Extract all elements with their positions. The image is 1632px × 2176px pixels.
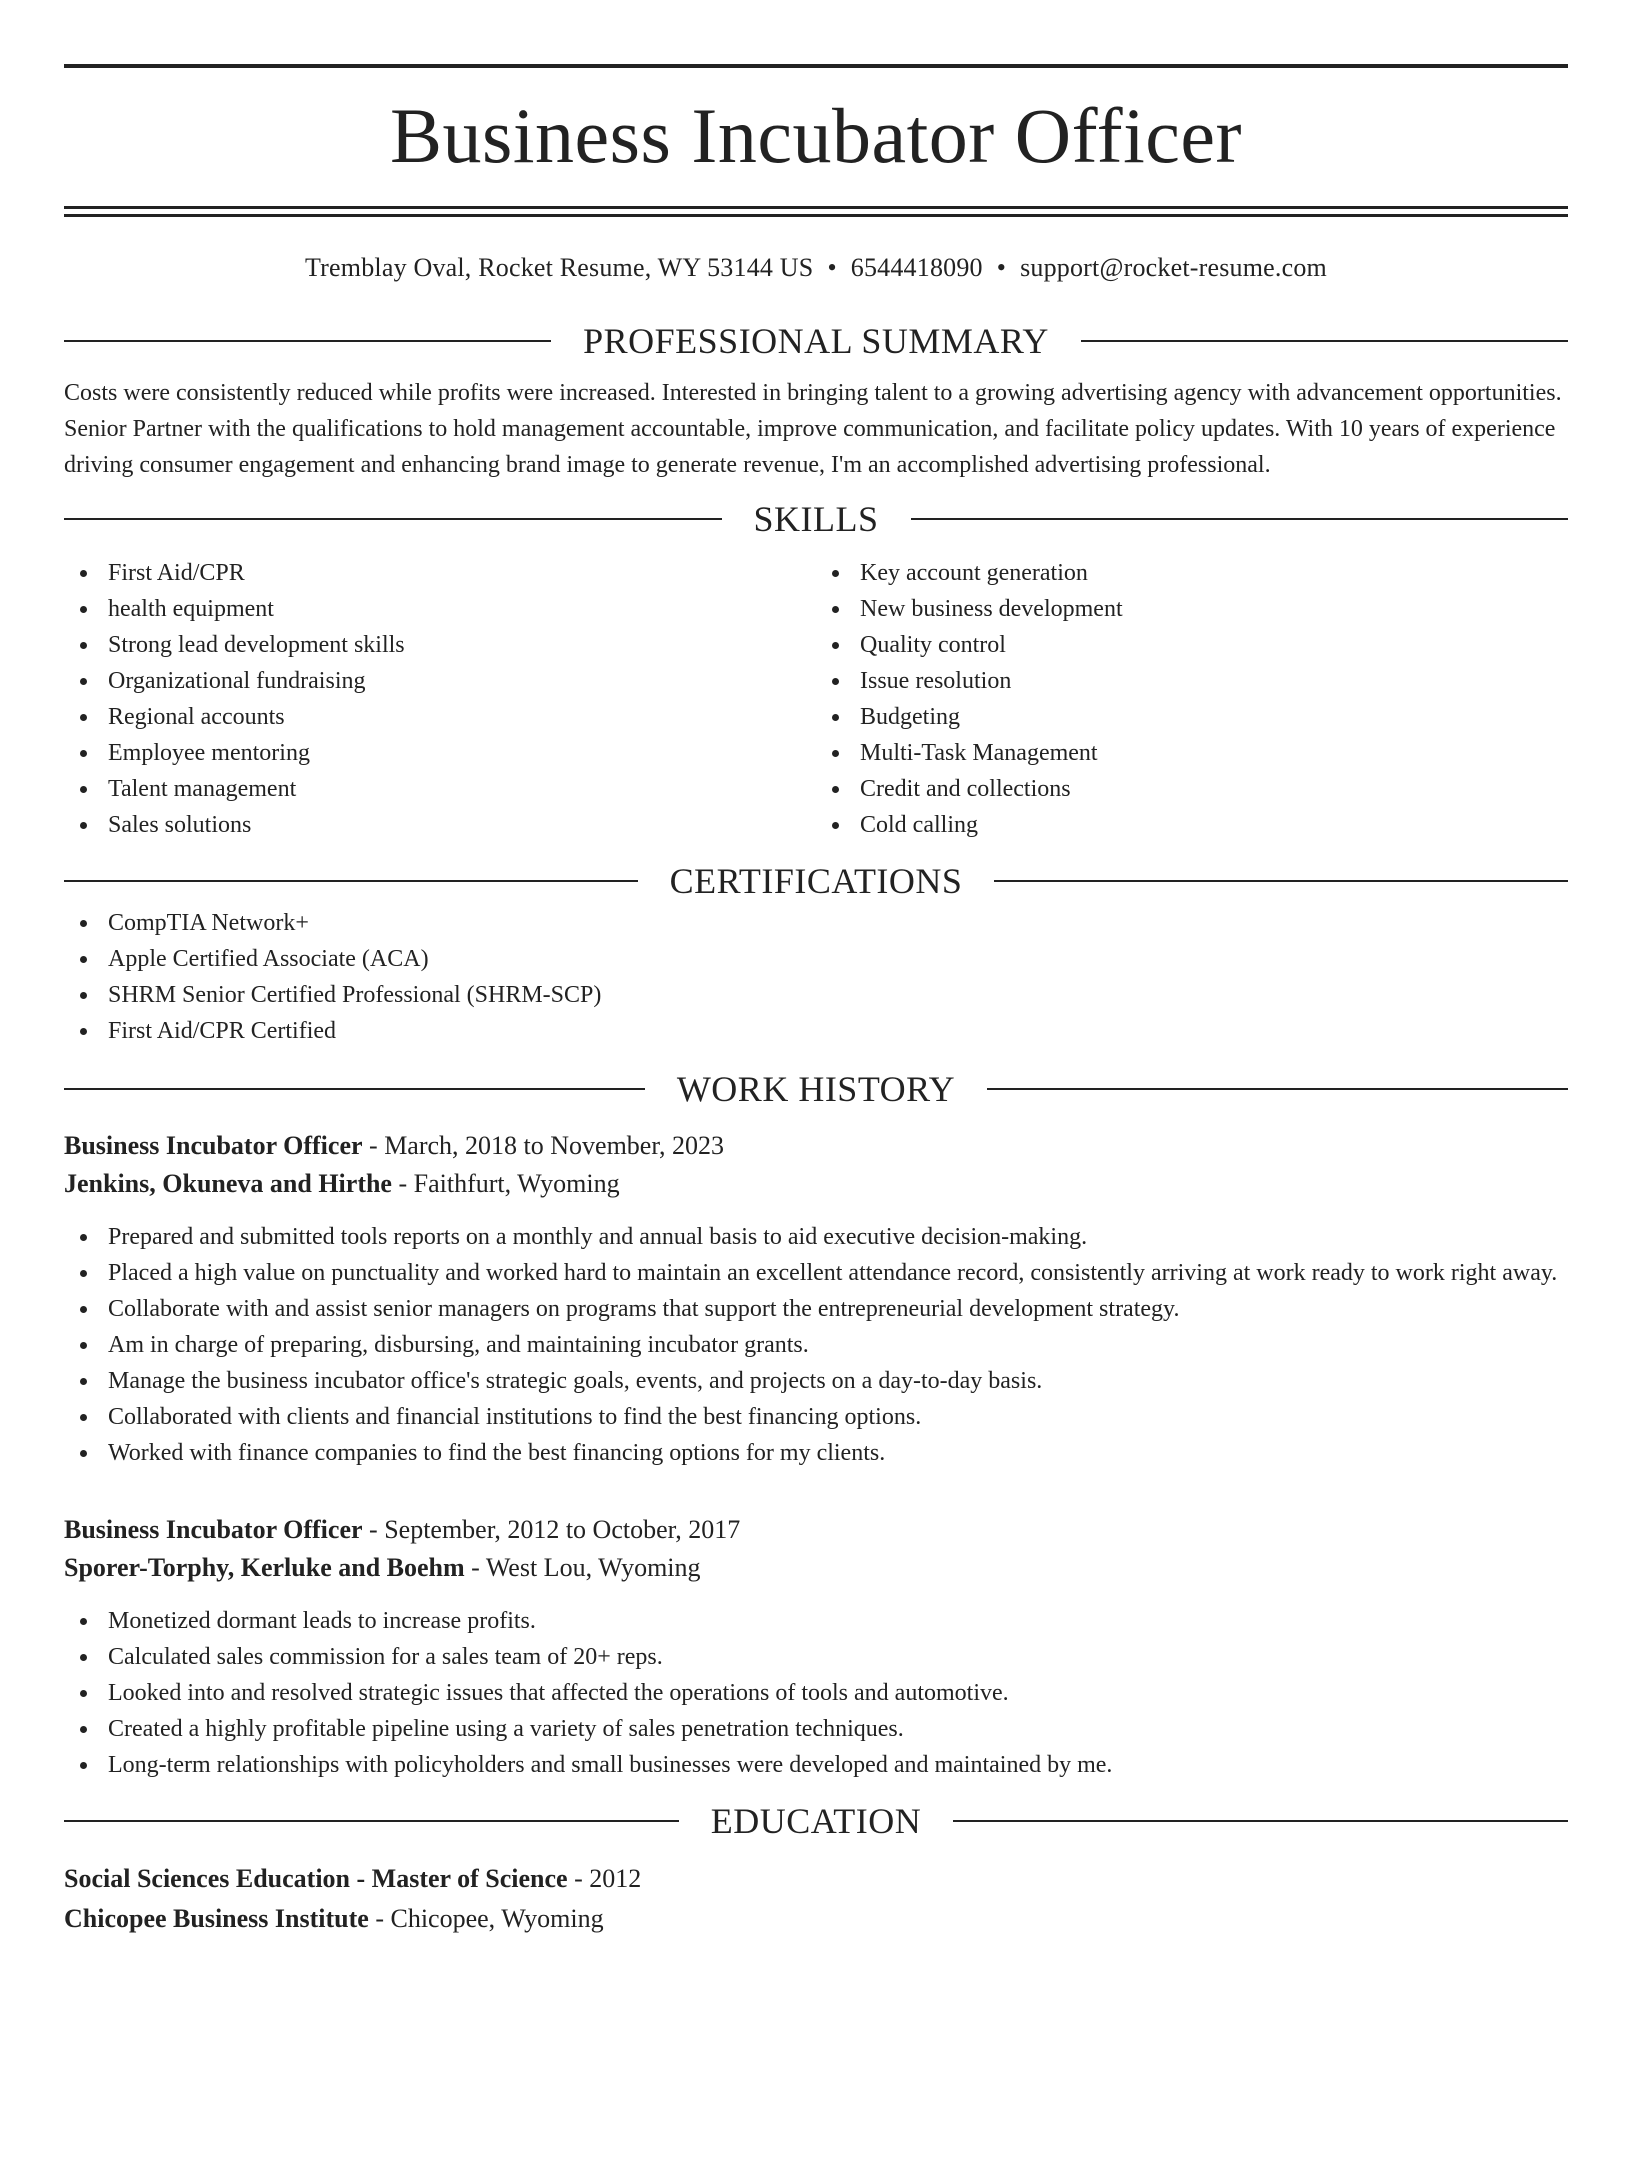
- work-history-title: WORK HISTORY: [676, 1069, 956, 1109]
- heading-rule: [64, 1088, 645, 1090]
- resume-page: [0, 64, 1632, 2176]
- duty-item: Am in charge of preparing, disbursing, and maintaining incubator grants.: [64, 1327, 1568, 1363]
- skills-list: [64, 555, 1568, 843]
- skill-item: Issue resolution: [816, 663, 1568, 699]
- certification-item: Apple Certified Associate (ACA): [64, 941, 1568, 977]
- skill-item: Regional accounts: [64, 699, 816, 735]
- job-title-line: [64, 1127, 1568, 1165]
- contact-separator: •: [827, 253, 837, 282]
- skills-column-left: [64, 555, 816, 843]
- job-duties: [64, 1603, 1568, 1783]
- job-company-line: [64, 1549, 1568, 1587]
- heading-rule: [1081, 340, 1568, 342]
- heading-rule: [911, 518, 1569, 520]
- education-heading: [64, 1797, 1568, 1845]
- job-entry: [64, 1127, 1568, 1471]
- skill-item: First Aid/CPR: [64, 555, 816, 591]
- job-company: Jenkins, Okuneva and Hirthe: [64, 1169, 392, 1198]
- summary-heading: [64, 317, 1568, 365]
- candidate-name: Business Incubator Officer: [390, 92, 1242, 179]
- summary-text: Costs were consistently reduced while profits were increased. Interested in bringing talent to a growing advertising agency with advancement opportunities. Senior Partner with the qualifications to hold management accountable, improve communication, and facilitate policy updates. With 10 years of experience driving consumer engagement and enhancing brand image to generate revenue, I'm an accomplished advertising professional.: [64, 380, 1562, 478]
- heading-rule: [64, 340, 551, 342]
- heading-rule: [994, 880, 1568, 882]
- duty-item: Monetized dormant leads to increase profits.: [64, 1603, 1568, 1639]
- skill-item: Budgeting: [816, 699, 1568, 735]
- education-school: Chicopee Business Institute: [64, 1904, 369, 1933]
- education-year: - 2012: [567, 1864, 642, 1893]
- skill-item: Talent management: [64, 771, 816, 807]
- skill-item: Quality control: [816, 627, 1568, 663]
- certifications-heading: [64, 857, 1568, 905]
- skill-item: Organizational fundraising: [64, 663, 816, 699]
- heading-rule: [987, 1088, 1568, 1090]
- summary-title: PROFESSIONAL SUMMARY: [583, 321, 1049, 361]
- duty-item: Manage the business incubator office's strategic goals, events, and projects on a day-to-day basis.: [64, 1363, 1568, 1399]
- job-location: - West Lou, Wyoming: [464, 1553, 701, 1582]
- contact-address: Tremblay Oval, Rocket Resume, WY 53144 US: [305, 253, 814, 282]
- duty-item: Looked into and resolved strategic issues that affected the operations of tools and automotive.: [64, 1675, 1568, 1711]
- certification-item: SHRM Senior Certified Professional (SHRM-SCP): [64, 977, 1568, 1013]
- education-degree: Social Sciences Education - Master of Science: [64, 1864, 568, 1893]
- education-school-line: [64, 1899, 1568, 1939]
- top-rule: [64, 64, 1568, 68]
- job-location: - Faithfurt, Wyoming: [391, 1169, 620, 1198]
- job-role: Business Incubator Officer: [64, 1515, 363, 1544]
- job-role: Business Incubator Officer: [64, 1131, 363, 1160]
- duty-item: Collaborated with clients and financial institutions to find the best financing options.: [64, 1399, 1568, 1435]
- duty-item: Created a highly profitable pipeline using a variety of sales penetration techniques.: [64, 1711, 1568, 1747]
- skill-item: New business development: [816, 591, 1568, 627]
- job-dates: - September, 2012 to October, 2017: [362, 1515, 741, 1544]
- skill-item: Cold calling: [816, 807, 1568, 843]
- job-entry: [64, 1511, 1568, 1783]
- duty-item: Worked with finance companies to find the best financing options for my clients.: [64, 1435, 1568, 1471]
- job-title-line: [64, 1511, 1568, 1549]
- skill-item: Key account generation: [816, 555, 1568, 591]
- skill-item: Credit and collections: [816, 771, 1568, 807]
- heading-rule: [953, 1820, 1568, 1822]
- education-location: - Chicopee, Wyoming: [368, 1904, 604, 1933]
- skills-title: SKILLS: [753, 499, 879, 539]
- work-history-heading: [64, 1065, 1568, 1113]
- job-duties: [64, 1219, 1568, 1471]
- contact-email: support@rocket-resume.com: [1020, 253, 1327, 282]
- header-double-rule: [64, 206, 1568, 217]
- skill-item: Employee mentoring: [64, 735, 816, 771]
- education-entry: [64, 1859, 1568, 1939]
- contact-separator: •: [996, 253, 1007, 282]
- duty-item: Prepared and submitted tools reports on a monthly and annual basis to aid executive decision-making.: [64, 1219, 1568, 1255]
- contact-phone: 6544418090: [850, 253, 983, 282]
- education-title: EDUCATION: [710, 1801, 922, 1841]
- skills-column-right: [816, 555, 1568, 843]
- certification-item: First Aid/CPR Certified: [64, 1013, 1568, 1049]
- skill-item: Strong lead development skills: [64, 627, 816, 663]
- duty-item: Placed a high value on punctuality and worked hard to maintain an excellent attendance record, consistently arriving at work ready to work right away.: [64, 1255, 1568, 1291]
- job-company: Sporer-Torphy, Kerluke and Boehm: [64, 1553, 465, 1582]
- certifications-list: [64, 905, 1568, 1049]
- skills-heading: [64, 495, 1568, 543]
- duty-item: Long-term relationships with policyholders and small businesses were developed and maintained by me.: [64, 1747, 1568, 1783]
- heading-rule: [64, 880, 638, 882]
- heading-rule: [64, 518, 722, 520]
- job-company-line: [64, 1165, 1568, 1203]
- education-degree-line: [64, 1859, 1568, 1899]
- contact-line: [64, 253, 1568, 283]
- job-dates: - March, 2018 to November, 2023: [362, 1131, 724, 1160]
- duty-item: Collaborate with and assist senior managers on programs that support the entrepreneurial development strategy.: [64, 1291, 1568, 1327]
- skill-item: Multi-Task Management: [816, 735, 1568, 771]
- skill-item: Sales solutions: [64, 807, 816, 843]
- certifications-title: CERTIFICATIONS: [669, 861, 963, 901]
- skill-item: health equipment: [64, 591, 816, 627]
- certification-item: CompTIA Network+: [64, 905, 1568, 941]
- heading-rule: [64, 1820, 679, 1822]
- duty-item: Calculated sales commission for a sales team of 20+ reps.: [64, 1639, 1568, 1675]
